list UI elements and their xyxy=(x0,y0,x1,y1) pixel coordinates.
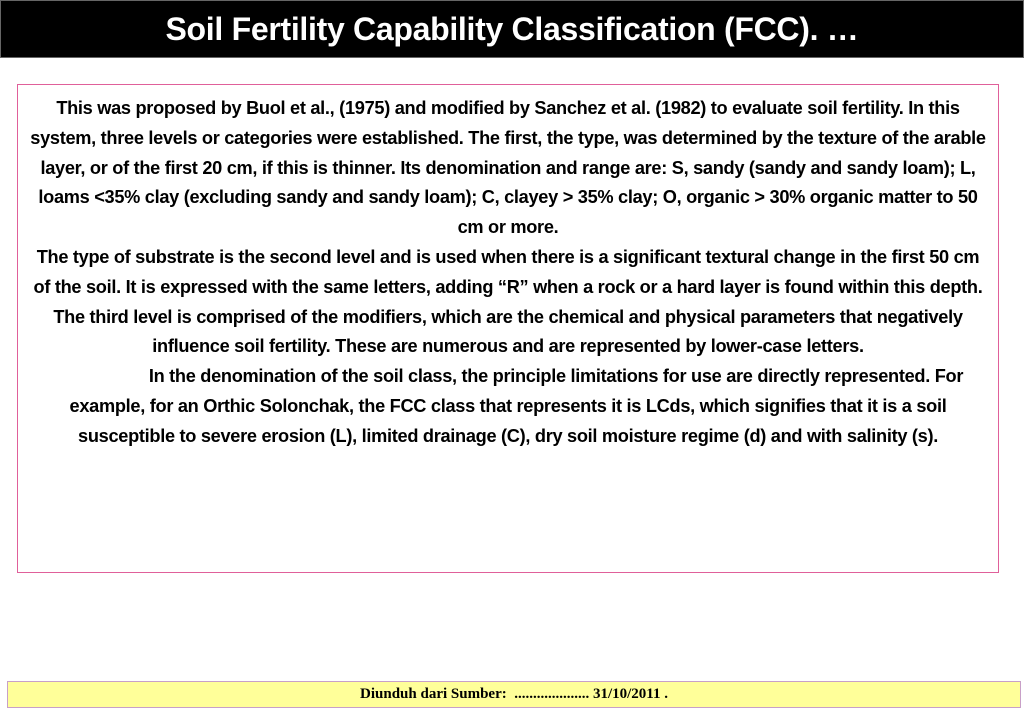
paragraph-modifiers: The third level is comprised of the modifiers, which are the chemical and physical parameters that negatively influence soil fertility. These are numerous and are represented by lower-case letters. xyxy=(53,306,963,357)
paragraph-substrate-type: The type of substrate is the second level and is used when there is a significant textural change in the first 50 cm of the soil. It is expressed with the same letters, adding “R” when a rock or a hard layer is found within this depth. xyxy=(33,246,983,297)
content-box xyxy=(17,84,999,573)
paragraph-fcc-intro: This was proposed by Buol et al., (1975) and modified by Sanchez et al. (1982) to evaluate soil fertility. In this system, three levels or categories were established. The first, the type, was determined by the texture of the arable layer, or of the first 20 cm, if this is thinner. Its denomination and range are: S, sandy (sandy and sandy loam); L, loams <35% clay (excluding sandy and sandy loam); C, clayey > 35% clay; O, organic > 30% organic matter to 50 cm or more. xyxy=(30,98,986,238)
paragraph-soil-class-example-text: In the denomination of the soil class, the principle limitations for use are directly represented. For example, for an Orthic Solonchak, the FCC class that represents it is LCds, which signifies that it is a soil susceptible to severe erosion (L), limited drainage (C), dry soil moisture regime (d) and with salinity (s). xyxy=(69,366,964,446)
slide-title: Soil Fertility Capability Classification (FCC). … xyxy=(165,10,859,47)
title-bar xyxy=(0,0,1024,58)
source-footer-text: Diunduh dari Sumber: .................... 31/10/2011 . xyxy=(360,686,668,702)
paragraph-soil-class-example xyxy=(28,362,988,451)
source-footer xyxy=(7,681,1021,708)
